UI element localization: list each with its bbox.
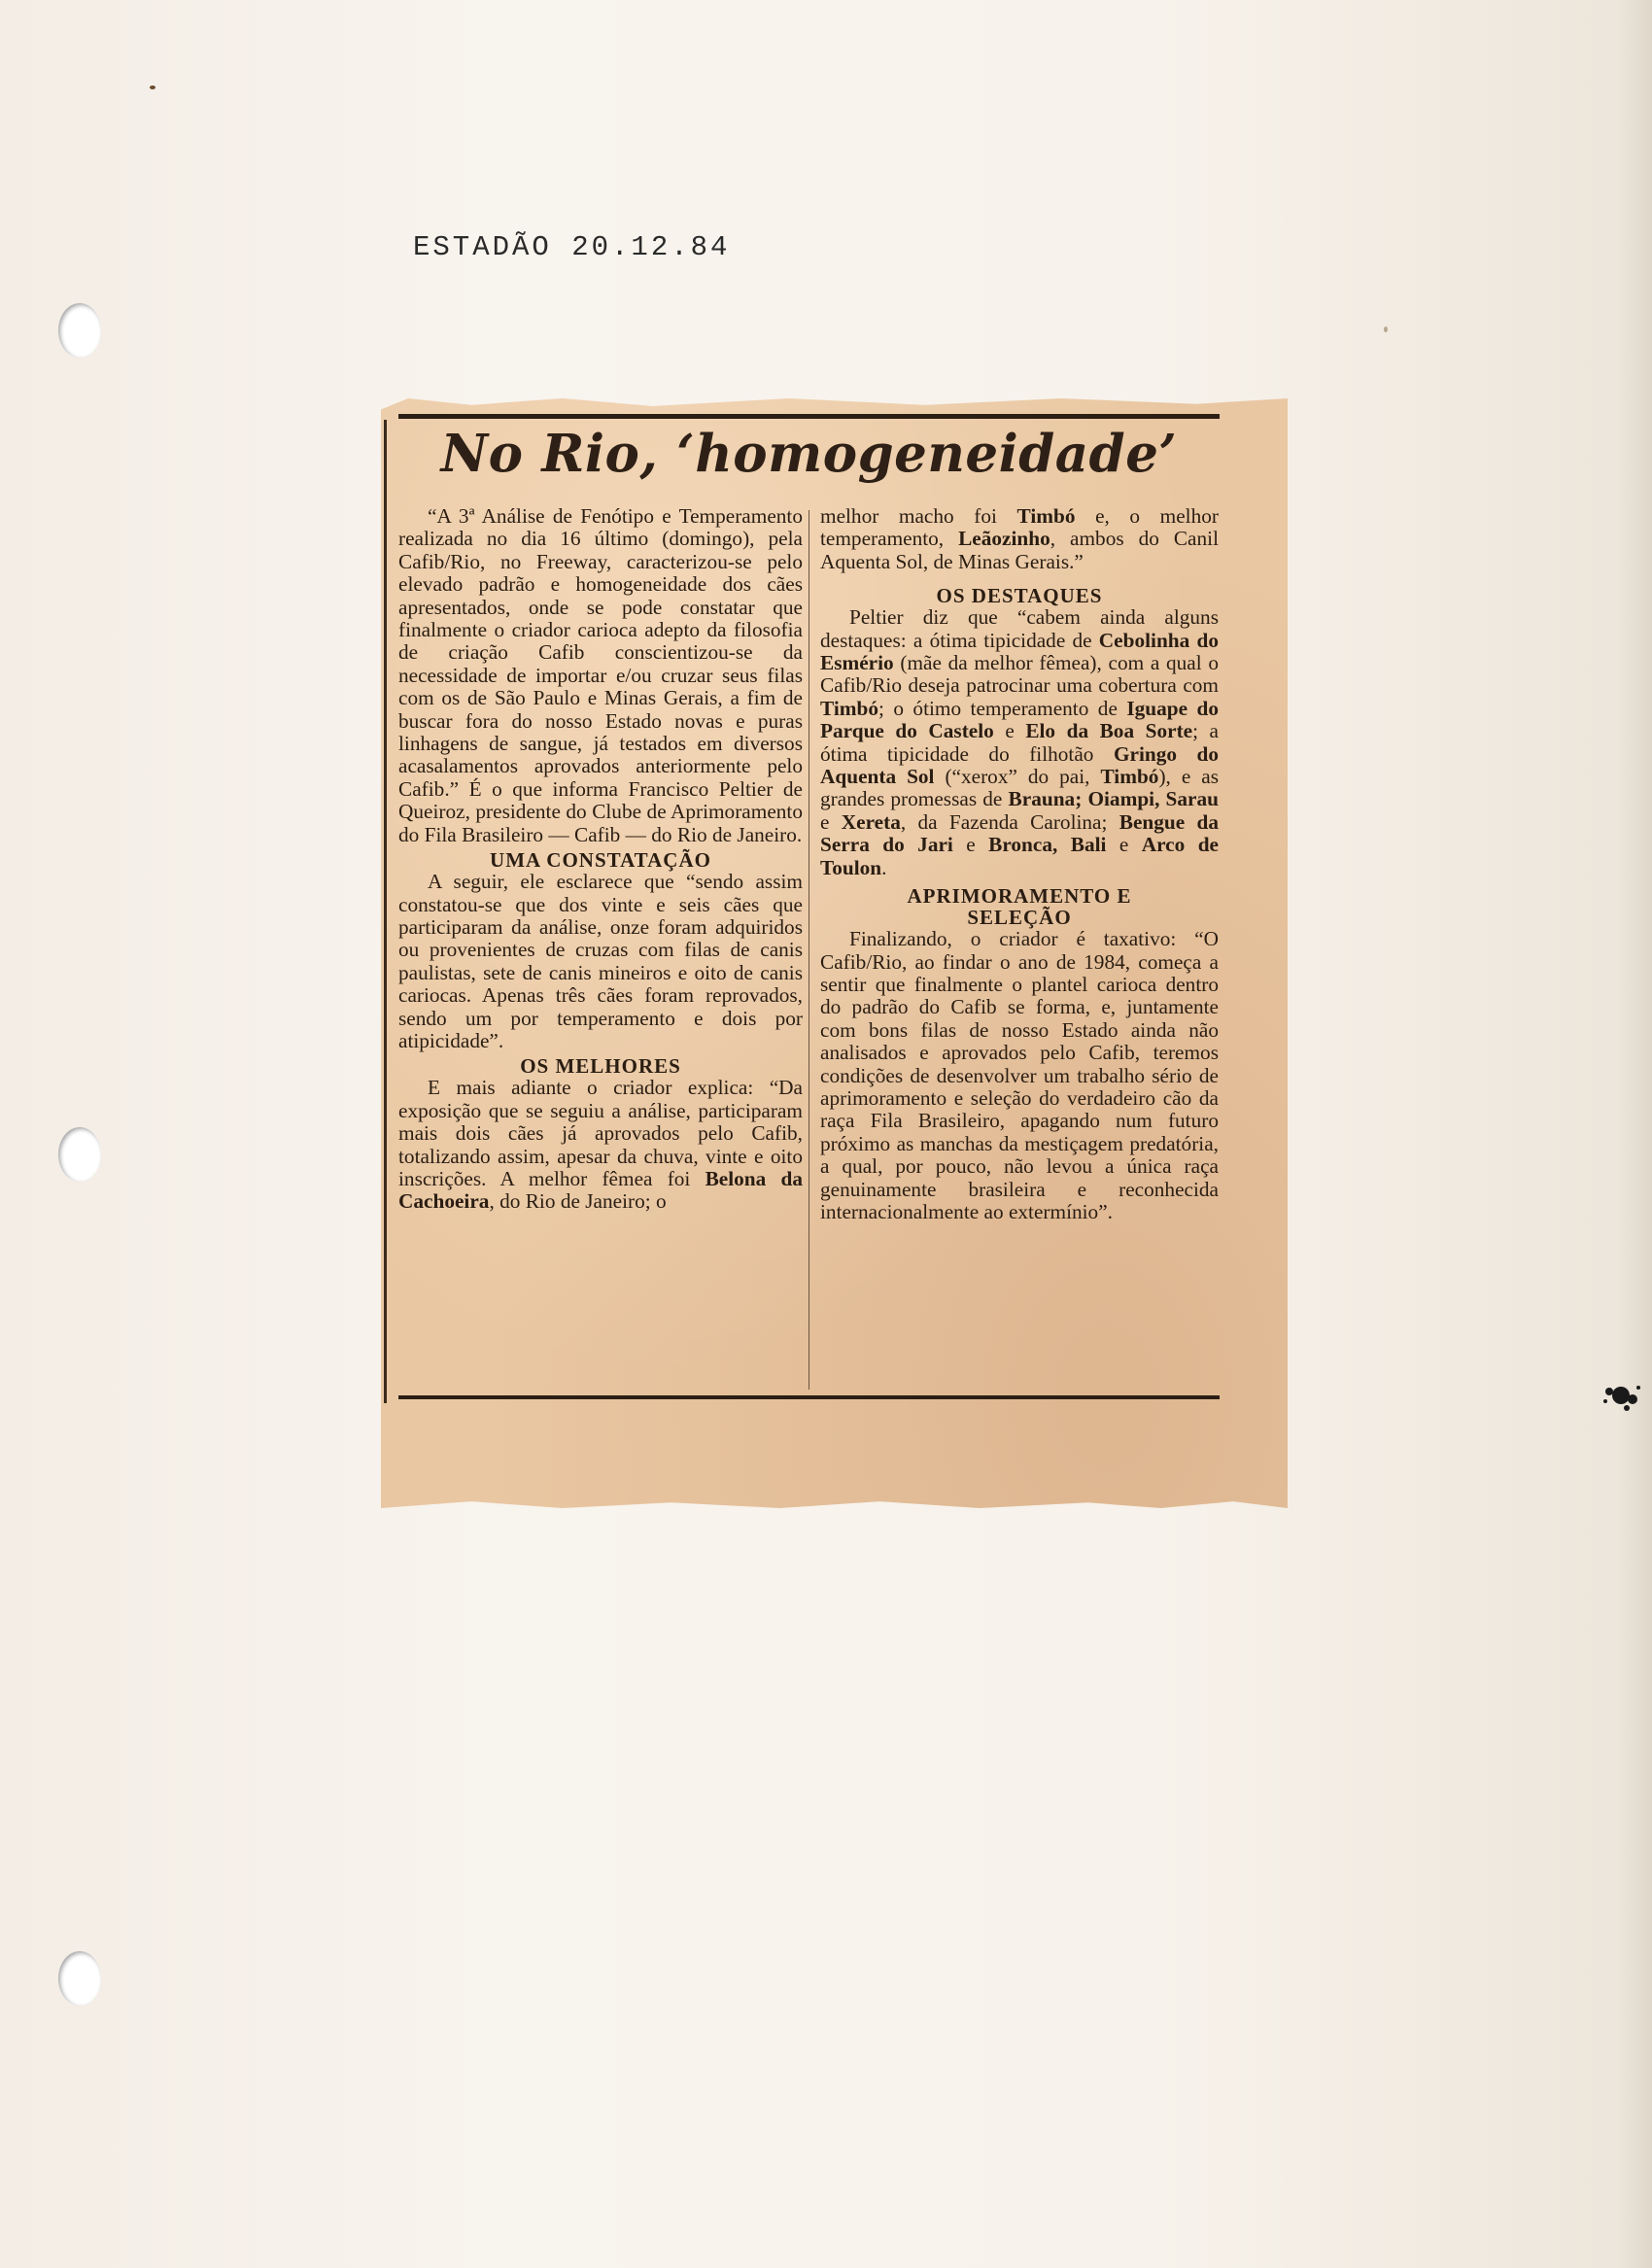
article-column-right [820,505,1219,1223]
paper-speck [1384,326,1388,332]
subheading: OS DESTAQUES [936,584,1103,608]
date-stamp: ESTADÃO 20.12.84 [413,231,731,263]
clipping-bottom-rule [398,1395,1220,1399]
subheading: OS MELHORES [520,1054,681,1079]
paragraph: E mais adiante o criador explica: “Da exposição que se seguiu a análise, participaram mais dois cães já aprovados pelo Cafib, totalizando assim, apesar da chuva, vinte e oito inscrições. A melhor fêmea foi Belona da Cachoeira, do Rio de Janeiro; o [398,1076,803,1214]
ink-blot-mark [1600,1380,1644,1413]
clipping-top-rule [398,414,1220,419]
punch-hole-top [58,303,101,358]
paragraph: Peltier diz que “cabem ainda alguns destaques: a ótima tipicidade de Cebolinha do Esmério (mãe da melhor fêmea), com a qual o Cafib/Rio deseja patrocinar uma cobertura com Timbó; o ótimo temperamento de Iguape do Parque do Castelo e Elo da Boa Sorte; a ótima tipicidade do filhotão Gringo do Aquenta Sol (“xerox” do pai, Timbó), e as grandes promessas de Brauna; Oiampi, Sarau e Xereta, da Fazenda Carolina; Bengue da Serra do Jari e Bronca, Bali e Arco de Toulon. [820,605,1220,879]
subheading: UMA CONSTATAÇÃO [490,848,711,873]
article-headline: No Rio, ‘homogeneidade’ [440,424,1178,484]
clipping-left-rule [384,420,387,1403]
paragraph: A seguir, ele esclarece que “sendo assim constatou-se que dos vinte e seis cães que participaram da análise, onze foram adquiridos ou provenientes de cruzas com filas de canis paulistas, sete de canis mineiros e oito de canis cariocas. Apenas três cães foram reprovados, sendo um por temperamento e dois por atipicidade”. [398,870,803,1052]
paragraph: “A 3ª Análise de Fenótipo e Temperamento realizada no dia 16 último (domingo), pela Cafib/Rio, no Freeway, caracterizou-se pelo elevado padrão e homogeneidade dos cães apresentados, onde se pode constatar que finalmente o criador carioca adepto da filosofia de criação Cafib conscientizou-se da necessidade de importar e/ou cruzar seus filas com os de São Paulo e Minas Gerais, a fim de buscar fora do nosso Estado novas e puras linhagens de sangue, já testados em diversos acasalamentos aprovados anteriormente pelo Cafib.” É o que informa Francisco Peltier de Queiroz, presidente do Clube de Aprimoramento do Fila Brasileiro — Cafib — do Rio de Janeiro. [398,504,803,846]
subheading: APRIMORAMENTO E SELEÇÃO [907,884,1132,930]
sheet-shadow-edge [1617,0,1652,2268]
paper-speck [150,86,155,89]
paragraph: Finalizando, o criador é taxativo: “O Cafib/Rio, ao findar o ano de 1984, começa a sentir que finalmente o plantel carioca dentro do padrão do Cafib se forma, e, juntamente com bons filas de nosso Estado ainda não analisados e aprovados pelo Cafib, teremos condições de desenvolver um trabalho sério de aprimoramento e seleção do verdadeiro cão da raça Fila Brasileiro, apagando num futuro próximo as manchas da mestiçagem predatória, a qual, por pouco, não levou a única raça genuinamente brasileira e reconhecida internacionalmente ao extermínio”. [820,927,1219,1223]
punch-hole-middle [58,1127,101,1182]
paragraph: melhor macho foi Timbó e, o melhor temperamento, Leãozinho, ambos do Canil Aquenta Sol, de Minas Gerais.” [820,504,1219,573]
article-column-left [398,505,803,1214]
punch-hole-bottom [58,1951,101,2006]
